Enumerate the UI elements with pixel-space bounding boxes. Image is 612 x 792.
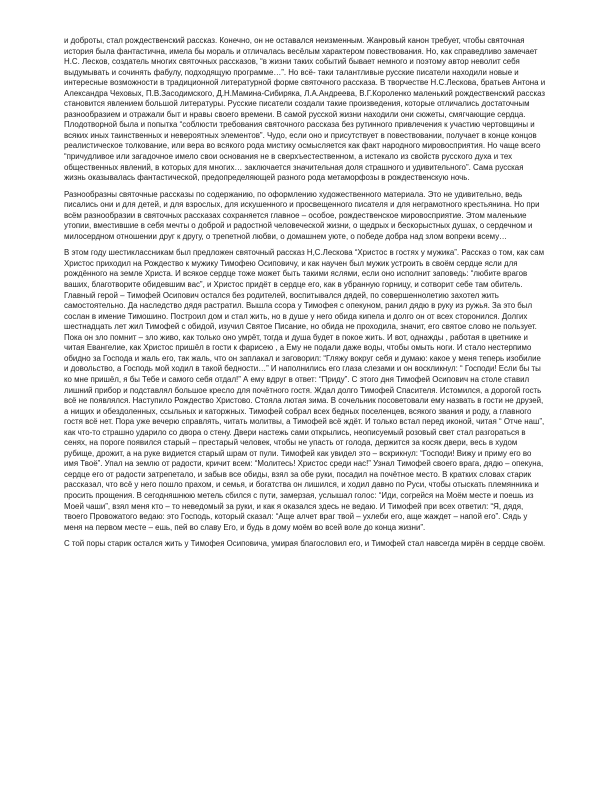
paragraph-story-summary: В этом году шестиклассникам был предложен святочный рассказ Н,С.Лескова “Христос в гостях у мужика”. Рассказ о том, как сам Христос приходил на Рождество к мужику Тимофею Осиповичу, и как научен был мужик устроить в своём сердце ясли для рождённого на земле Христа. И всякое сердце тоже может быть такими яслями, если оно исполнит заповедь: “любите врагов ваших, благотворите обидевшим вас”, и Христос придёт в сердце его, как в убранную горницу, и сотворит себе там обитель. Главный герой – Тимофей Осипович остался без родителей, воспитывался дядей, по совершеннолетию захотел жить самостоятельно. Да наследство дядя растратил. Вышла ссора у Тимофея с опекуном, ранил дядю в руку из ружья. За это был сослан в имение Тимошино. Построил дом и стал жить, но в душе у него обида кипела и долго он от всех сторонился. Долгих шестнадцать лет жил Тимофей с обидой, изучил Святое Писание, но обида не проходила, значит, его святое слово не пользует. Пока он зло помнит – зло живо, как только оно умрёт, тогда и душа будет в покое жить. И вот, однажды , работая в цветнике и читая Евангелие, как Христос пришёл в гости к фарисею , а Ему не подали даже воды, чтобы омыть ноги. И стало нестерпимо обидно за Господа и жаль его, так жаль, что он заплакал и заговорил: “Гляжу вокруг себя и думаю: какое у меня теперь изобилие и довольство, а Господь мой ходил в такой бедности…” И наполнились его глаза слезами и он воскликнул: “ Господи! Если бы ты ко мне пришёл, я бы Тебе и самого себя отдал!” А ему вдруг в ответ: “Приду”. С этого дня Тимофей Осипович на столе ставил лишний прибор и подставлял большое кресло для почётного гостя. Ждал долго Тимофей Спасителя. Истомился, а дорогой гость всё не появлялся. Наступило Рождество Христово. Стояла лютая зима. В сочельник посоветовали ему назвать в гости не друзей, а нищих и обездоленных, ссыльных и каторжных. Тимофей собрал всех бедных поселенцев, всякого звания и роду, а главного гостя всё нет. Пора уже вечерю справлять, читать молитвы, а Тимофей всё ждёт. И только встал перед иконой, читая “ Отче наш”, как что-то страшно ударило со двора о стену. Двери настежь сами открылись, неописуемый розовый свет стал разгораться в сенях, на пороге появился старый – престарый человек, чтобы не упасть от голода, держится за косяк двери, весь в худом рубище, дрожит, а на руке видиется старый шрам от пули. Тимофей как увидел это – вскрикнул: “Господи! Вижу и приму его во имя Твоё”. Упал на землю от радости, кричит всем: “Молитесь! Христос среди нас!” Узнал Тимофей своего врага, дядю – опекуна, сердце его от радости затрепетало, и забыв все обиды, взял за обе руки, посадил на почётное место. В кратких словах старик рассказал, что всё у него пошло прахом, и семья, и богатства он лишился, и ходил давно по Руси, чтобы отыскать племянника и просить прощения. В сегодняшнюю метель сбился с пути, замерзая, услышал голос: “Иди, согрейся на Моём месте и поешь из Моей чаши”, взял меня кто – то неведомый за руки, и как я оказался здесь не ведаю. И Тимофей при всех ответил: “Я, дядя, твоего Провожатого ведаю: это Господь, который сказал: “Аще алчет враг твой – ухлеби его, аще жаждет – напой его”. Сядь у меня на первом месте – ешь, пей во славу Его, и будь в дому моём во всей воле до конца жизни”.: [64, 248, 545, 532]
document-page: [64, 36, 546, 556]
paragraph-conclusion: С той поры старик остался жить у Тимофея Осиповича, умирая благословил его, и Тимофей стал навсегда мирён в сердце своём.: [64, 539, 546, 549]
paragraph-variety: Разнообразны святочные рассказы по содержанию, по оформлению художественного материала. Это не удивительно, ведь писались они и для детей, и для взрослых, для искушенного и просвещенного писателя и для неграмотного крестьянина. Но при всём разнообразии в святочных рассказах сохраняется главное – особое, рождественское мировосприятие. Этом маленькие утопии, вместившие в себя мечты о доброй и радостной человеческой жизни, о щедрых и бескорыстных душах, о сердечном и милосердном отношении друг к другу, о трепетной любви, о домашнем уюте, о победе добра над злом вопреки всему…: [64, 189, 540, 241]
paragraph-intro: и доброты, стал рождественский рассказ. Конечно, он не оставался неизменным. Жанровый канон требует, чтобы святочная история была фантастична, имела бы мораль и отличалась весёлым характером повествования. Но, как справедливо замечает Н.С. Лесков, создатель многих святочных рассказов, “в жизни таких событий бывает немного и поэтому автор неволит себя выдумывать и сочинять фабулу, подходящую программе…”. Но всё- таки талантливые русские писатели находили новые и интересные возможности в традиционной литературной форме святочного рассказа. В творчестве Н.С.Лескова, братьев Антона и Александра Чеховых, П.В.Засодимского, Д.Н.Мамина-Сибиряка, Л.А.Андреева, В.Г.Короленко маленький рождественский рассказ становится явлением большой литературы. Русские писатели создали такие произведения, которые отличались достаточным разнообразием и отражали быт и нравы своего времени. В самой русской жизни находили они сюжеты, смягчающие сердца. Плодотворной была и попытка “соблюсти требования святочного рассказа без рутинного привлечения к участию чертовщины и всяких иных таинственных и невероятных элементов”. Чудо, если оно и присутствует в повествовании, получает в конце концов реалистическое толкование, или вера во всякого рода мистику осмысляется как факт народного мировосприятия. Но чаще всего “причудливое или загадочное имело свои основания не в сверхъестественном, а истекало из свойств русского духа и тех общественных явлений, в которых для многих… заключается значительная доля страшного и удивительного”. Сама русская жизнь оказывалась фантастической, предопределяющей разного рода метаморфозы в рождественскую ночь.: [64, 36, 546, 183]
